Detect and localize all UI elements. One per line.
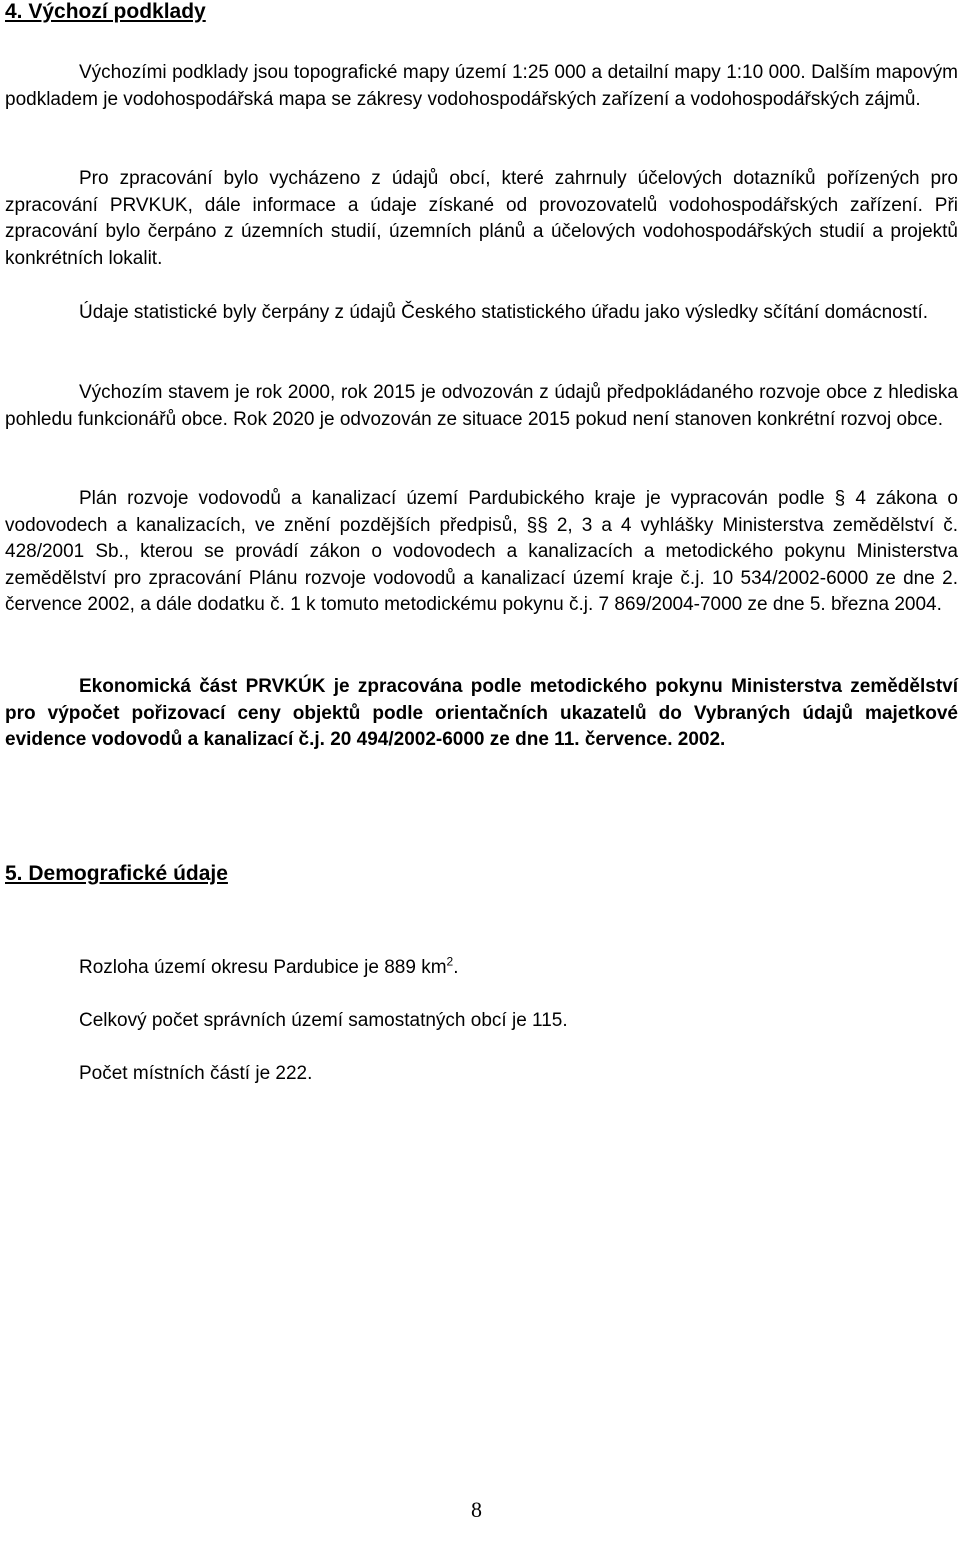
paragraph-text: Výchozími podklady jsou topografické mapy území 1:25 000 a detailní mapy 1:10 000. Dalším mapovým podkladem je vodohospodářská mapa se zákresy vodohospodářských zařízení a vodohospodářských zájmů. <box>5 62 958 110</box>
fact-municipalities: Celkový počet správních území samostatných obcí je 115. <box>79 1010 568 1031</box>
paragraph-text: Ekonomická část PRVKÚK je zpracována podle metodického pokynu Ministerstva zemědělství pro výpočet pořizovací ceny objektů podle orientačních ukazatelů do Vybraných údajů majetkové evidence vodovodů a kanalizací č.j. 20 494/2002-6000 ze dne 11. července. 2002. <box>5 676 958 750</box>
section-heading-4: 4. Výchozí podklady <box>5 0 206 23</box>
paragraph-source-maps <box>5 60 958 113</box>
paragraph-statistics <box>5 300 958 327</box>
paragraph-text: Plán rozvoje vodovodů a kanalizací území Pardubického kraje je vypracován podle § 4 zákona o vodovodech a kanalizacích, ve znění pozdějších předpisů, §§ 2, 3 a 4 vyhlášky Ministerstva zemědělství č. 428/2001 Sb., kterou se provádí zákon o vodovodech a kanalizacích a metodického pokynu Ministerstva zemědělství pro zpracování Plánu rozvoje vodovodů a kanalizací území kraje č.j. 10 534/2002-6000 ze dne 2. července 2002, a dále dodatku č. 1 k tomuto metodickému pokynu č.j. 7 869/2004-7000 ze dne 5. března 2004. <box>5 488 958 615</box>
paragraph-baseline-year <box>5 380 958 433</box>
fact-local-parts: Počet místních částí je 222. <box>79 1063 313 1084</box>
page-number: 8 <box>471 1497 482 1522</box>
fact-area-text: Rozloha území okresu Pardubice je 889 km <box>79 957 447 978</box>
paragraph-text: Výchozím stavem je rok 2000, rok 2015 je odvozován z údajů předpokládaného rozvoje obce z hlediska pohledu funkcionářů obce. Rok 2020 je odvozován ze situace 2015 pokud není stanoven konkrétní rozvoj obce. <box>5 382 958 430</box>
fact-area-superscript: 2 <box>446 954 454 969</box>
paragraph-municipal-data <box>5 166 958 272</box>
paragraph-text: Pro zpracování bylo vycházeno z údajů obcí, které zahrnuly účelových dotazníků pořízených pro zpracování PRVKUK, dále informace a údaje získané od provozovatelů vodohospodářských zařízení. Při zpracování bylo čerpáno z územních studií, územních plánů a účelových vodohospodářských studií a projektů konkrétních lokalit. <box>5 168 958 269</box>
paragraph-text: Údaje statistické byly čerpány z údajů Českého statistického úřadu jako výsledky sčítání domácností. <box>79 302 929 323</box>
paragraph-economic-part <box>5 674 958 754</box>
fact-area-period: . <box>453 957 459 978</box>
fact-area <box>79 955 459 981</box>
paragraph-legal-basis <box>5 486 958 619</box>
section-heading-5: 5. Demografické údaje <box>5 862 228 885</box>
